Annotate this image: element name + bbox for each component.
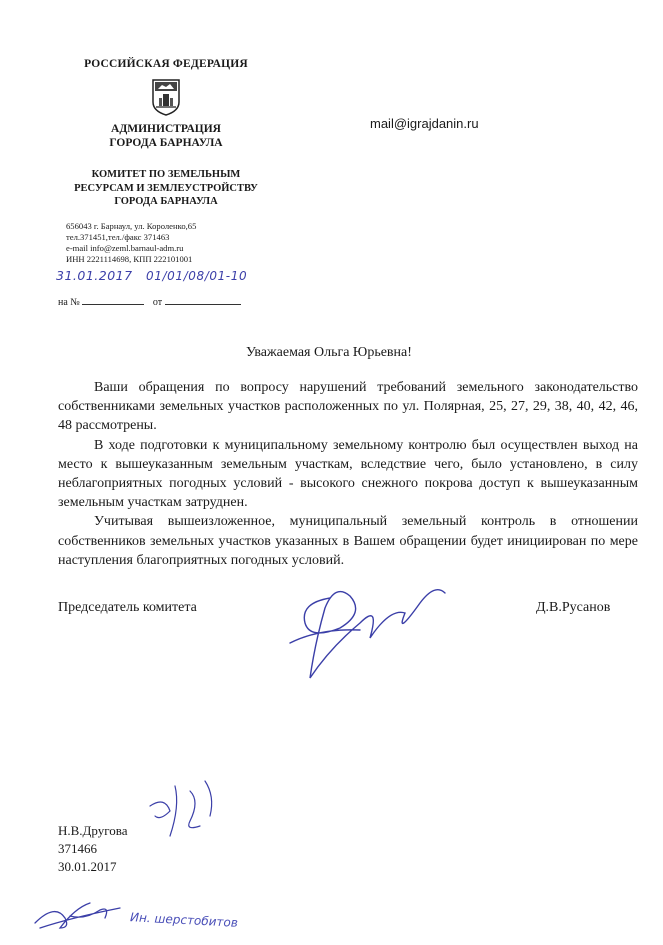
- admin-line-1: АДМИНИСТРАЦИЯ: [111, 123, 221, 135]
- na-blank: [82, 295, 144, 305]
- paragraph: Ваши обращения по вопросу нарушений требований земельного законодательство собственниками земельных участков расположенных по ул. Полярная, 25, 27, 29, 38, 40, 42, 46, 48 рассмотрены.: [58, 380, 638, 434]
- bottom-handwritten-note: Ин. шерстобитов: [129, 910, 239, 930]
- inn-kpp: ИНН 2221114698, КПП 222101001: [66, 253, 193, 264]
- executor-phone: 371466: [58, 841, 97, 856]
- initials-scribble: [145, 776, 225, 846]
- contacts-block: [48, 221, 284, 265]
- committee-line-2: РЕСУРСАМ И ЗЕМЛЕУСТРОЙСТВУ: [74, 182, 258, 194]
- signatory-name: Д.В.Русанов: [536, 600, 611, 615]
- signatory-title: Председатель комитета: [58, 600, 197, 615]
- executor-name: Н.В.Другова: [58, 823, 128, 838]
- initials-scribble: [30, 888, 130, 936]
- committee-email: e-mail info@zeml.barnaul-adm.ru: [66, 242, 184, 253]
- greeting: Уважаемая Ольга Юрьевна!: [246, 345, 412, 360]
- recipient-email: mail@igrajdanin.ru: [370, 116, 479, 131]
- handwritten-number: 01/01/08/01-10: [146, 269, 248, 283]
- letterhead: [48, 58, 284, 265]
- registration-line: [58, 295, 241, 308]
- committee-title: [48, 168, 284, 209]
- admin-line-2: ГОРОДА БАРНАУЛА: [109, 137, 223, 149]
- paragraph: Учитывая вышеизложенное, муниципальный земельный контроль в отношении собственников земельных участков указанных в Вашем обращении будет инициирован по мере наступления благоприятных погодных условий.: [58, 514, 638, 568]
- na-label: на №: [58, 297, 80, 308]
- phone: тел.371451,тел./факс 371463: [66, 231, 170, 242]
- admin-title: [48, 122, 284, 150]
- executor-block: [58, 822, 128, 876]
- executor-date: 30.01.2017: [58, 859, 117, 874]
- letter-body: [58, 378, 638, 570]
- address: 656043 г. Барнаул, ул. Короленко,65: [66, 220, 197, 231]
- ot-label: от: [152, 297, 163, 308]
- committee-line-3: ГОРОДА БАРНАУЛА: [114, 196, 218, 207]
- handwritten-date: 31.01.2017: [56, 268, 133, 283]
- country-name: РОССИЙСКАЯ ФЕДЕРАЦИЯ: [84, 58, 248, 70]
- city-emblem-icon: [151, 78, 181, 116]
- ot-blank: [165, 295, 241, 305]
- committee-line-1: КОМИТЕТ ПО ЗЕМЕЛЬНЫМ: [91, 169, 241, 180]
- signature-scribble: [270, 568, 470, 688]
- paragraph: В ходе подготовки к муниципальному земельному контролю был осуществлен выход на место к вышеуказанным земельным участкам, вследствие чего, было установлено, в силу неблагоприятных погодных условий - высокого снежного покрова доступ к вышеуказанным земельным участкам затруднен.: [58, 437, 638, 511]
